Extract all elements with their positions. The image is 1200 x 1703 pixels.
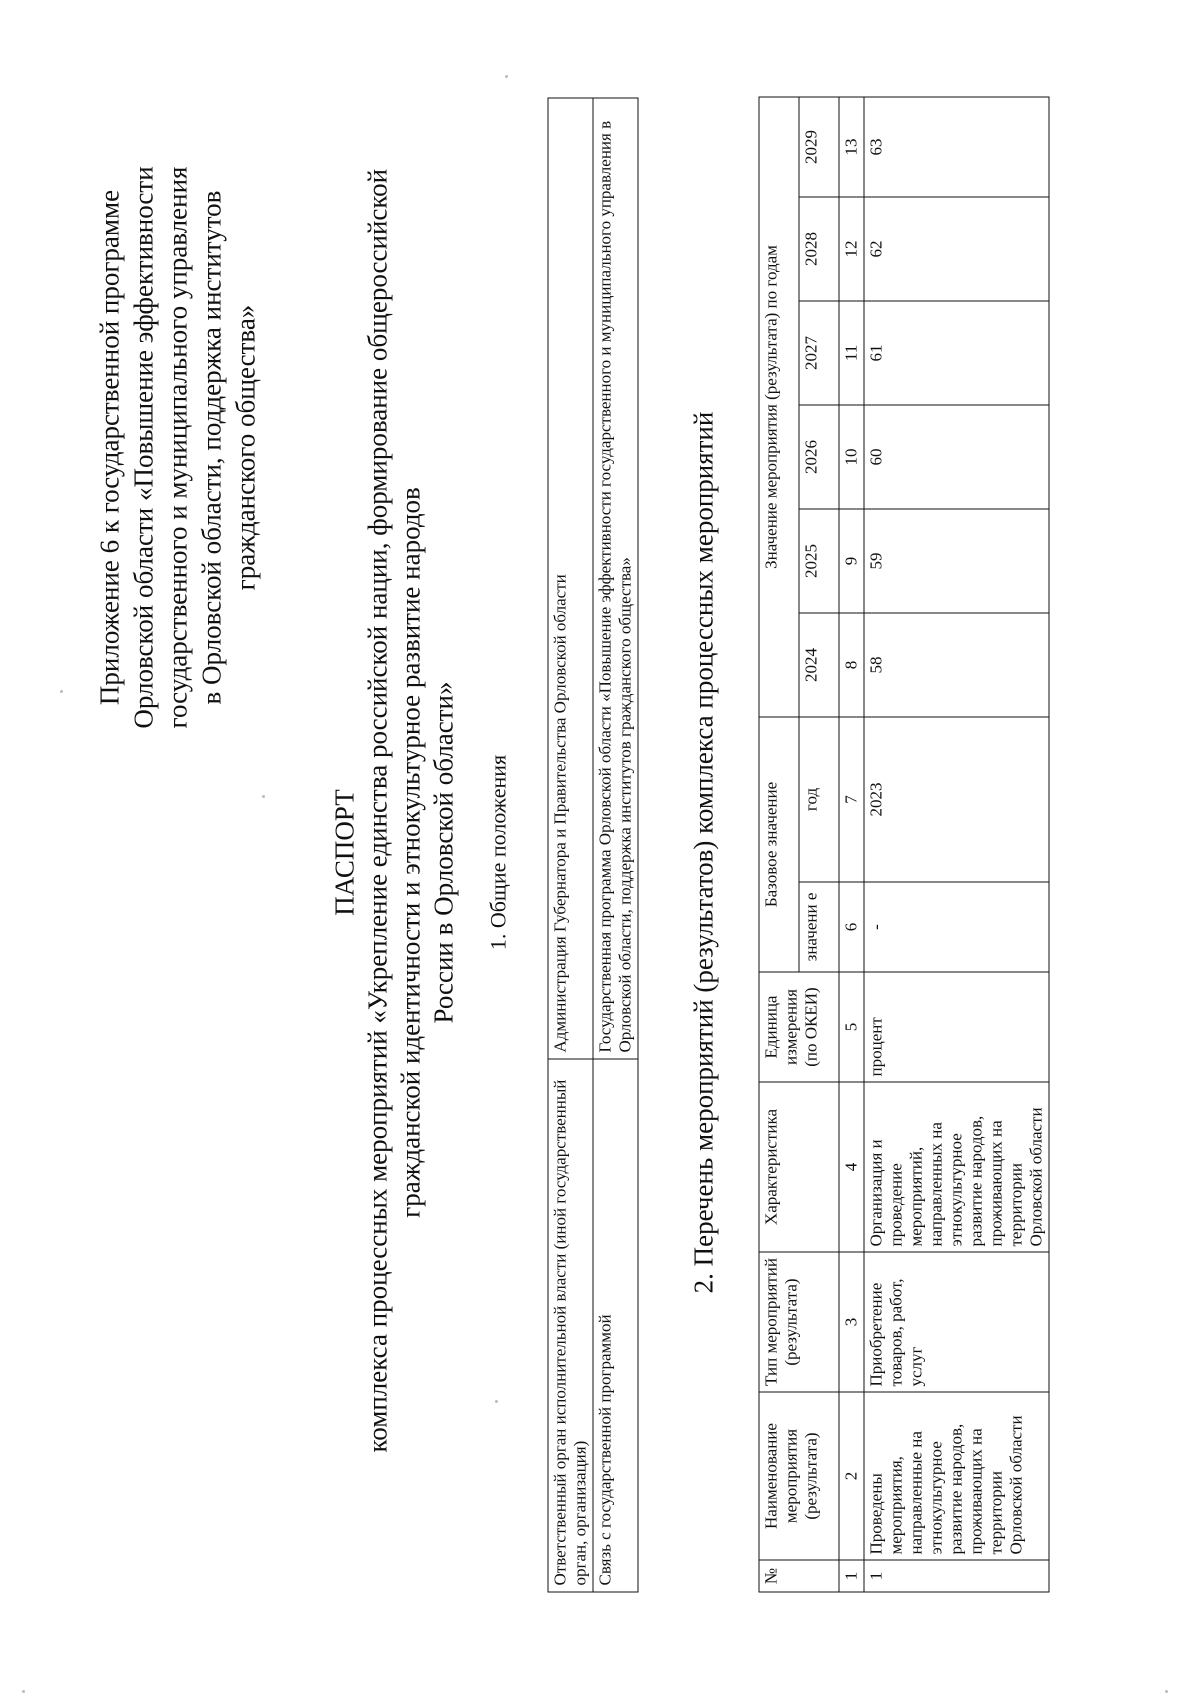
activity-name: Проведены мероприятия, направленные на этнокультурное развитие народов, проживающих на территории Орловской области (864, 1392, 1049, 1560)
col-header-num: № (759, 1560, 839, 1592)
section-1-heading: 1. Общие положения (485, 754, 511, 951)
col-header-base: Базовое значение (759, 717, 799, 972)
passport-heading: ПАСПОРТ (329, 789, 360, 916)
activity-value-year: 58 (864, 613, 1049, 717)
column-number: 1 (839, 1560, 864, 1592)
table-row (593, 98, 638, 1592)
annex-line: гражданского общества» (230, 304, 261, 591)
scan-speck (505, 75, 508, 78)
annex-line: Орловской области «Повышение эффективности (128, 166, 159, 729)
section-2-heading: 2. Перечень мероприятий (результатов) комплекса процессных мероприятий (688, 411, 719, 1294)
annex-line: государственного и муниципального управления (162, 166, 193, 729)
scan-speck (495, 1400, 498, 1403)
row-num: 1 (864, 1560, 1049, 1592)
table-row (548, 98, 593, 1592)
activity-value-year: 62 (864, 197, 1049, 301)
column-number-row (839, 97, 864, 1592)
activity-value-year: 59 (864, 509, 1049, 613)
column-number: 7 (839, 717, 864, 882)
col-header-base-year: год (799, 717, 839, 882)
col-header-unit: Единица измерения (по ОКЕИ) (759, 972, 839, 1082)
col-header-year: 2028 (799, 197, 839, 301)
title-line: России в Орловской области» (428, 681, 459, 1024)
general-provisions-table (548, 98, 639, 1593)
passport-title (329, 168, 461, 1453)
col-header-name: Наименование мероприятия (результата) (759, 1392, 839, 1560)
column-number: 12 (839, 197, 864, 301)
header-row (759, 97, 799, 1592)
activity-base-year: 2023 (864, 717, 1049, 882)
col-header-base-value: значени е (799, 882, 839, 972)
column-number: 3 (839, 1252, 864, 1392)
activity-type: Приобретение товаров, работ, услуг (864, 1252, 1049, 1392)
program-link-label: Связь с государственной программой (593, 1059, 638, 1592)
scan-speck (60, 690, 63, 693)
table-row (864, 97, 1049, 1592)
activity-value-year: 63 (864, 97, 1049, 197)
activity-value-year: 61 (864, 301, 1049, 405)
col-header-year: 2027 (799, 301, 839, 405)
col-header-characteristic: Характеристика (759, 1082, 839, 1252)
annex-line: в Орловской области, поддержка институтов (196, 190, 227, 705)
responsible-body-label: Ответственный орган исполнительной власти (иной государственный орган, организация) (548, 1059, 593, 1592)
responsible-body-value: Администрация Губернатора и Правительства Орловской области (548, 98, 593, 1059)
column-number: 4 (839, 1082, 864, 1252)
activity-base-value: - (864, 882, 1049, 972)
col-header-year: 2025 (799, 509, 839, 613)
col-header-year: 2029 (799, 97, 839, 197)
program-link-value: Государственная программа Орловской области «Повышение эффективности государственного и муниципального управления в Орловской области, поддержка институтов гражданского общества» (593, 98, 638, 1059)
activity-unit: процент (864, 972, 1049, 1082)
col-header-years-group: Значение мероприятия (результата) по годам (759, 97, 799, 717)
column-number: 9 (839, 509, 864, 613)
col-header-year: 2024 (799, 613, 839, 717)
activity-characteristic: Организация и проведение мероприятий, направленных на этнокультурное развитие народов, проживающих на территории Орловской области (864, 1082, 1049, 1252)
col-header-year: 2026 (799, 405, 839, 509)
column-number: 13 (839, 97, 864, 197)
column-number: 10 (839, 405, 864, 509)
column-number: 2 (839, 1392, 864, 1560)
column-number: 8 (839, 613, 864, 717)
annex-note (93, 123, 263, 773)
scan-speck (22, 1690, 25, 1693)
title-line: гражданской идентичности и этнокультурное развитие народов (395, 487, 426, 1218)
scan-speck (262, 795, 265, 798)
landscape-sheet (1, 0, 1200, 1703)
title-line: комплекса процессных мероприятий «Укрепление единства российской нации, формирование общероссийской (362, 168, 393, 1453)
annex-line: Приложение 6 к государственной программе (94, 189, 125, 706)
column-number: 11 (839, 301, 864, 405)
column-number: 5 (839, 972, 864, 1082)
activities-table (759, 96, 1050, 1592)
scan-speck (1165, 1690, 1168, 1693)
col-header-type: Тип мероприятий (результата) (759, 1252, 839, 1392)
activity-value-year: 60 (864, 405, 1049, 509)
column-number: 6 (839, 882, 864, 972)
